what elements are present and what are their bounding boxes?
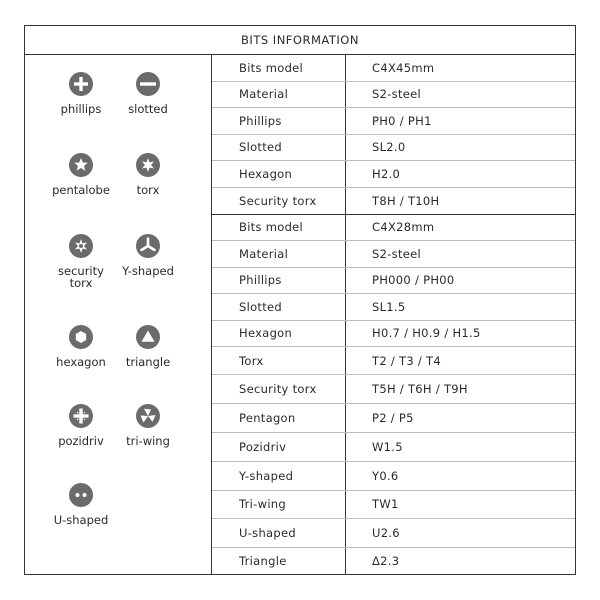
spec-value: C4X45mm (372, 60, 435, 75)
slotted-label: slotted (128, 102, 168, 116)
spec-value: PH000 / PH00 (372, 273, 455, 288)
spec-name: Triangle (212, 548, 346, 575)
security-torx-icon (68, 233, 94, 259)
spec-name: Y-shaped (212, 462, 346, 490)
spec-name: Material (212, 82, 346, 108)
spec-name: Tri-wing (212, 491, 346, 519)
bit-icons-column (25, 55, 212, 574)
u-shaped-label: U-shaped (53, 513, 109, 527)
y-shaped-bit (112, 233, 184, 277)
bits-spec-table (212, 55, 575, 574)
spec-name: Security torx (212, 188, 346, 214)
table-row (212, 347, 575, 375)
table-row (212, 491, 575, 520)
pozidriv-bit (45, 403, 117, 447)
u-shaped-bit (45, 482, 117, 526)
spec-name: Bits model (212, 215, 346, 241)
spec-value: PH0 / PH1 (372, 113, 432, 128)
spec-value: H2.0 (372, 166, 401, 181)
spec-value: Y0.6 (372, 468, 399, 483)
bits-information-panel (24, 25, 576, 575)
table-row (212, 519, 575, 548)
security-torx-label: security torx (58, 264, 104, 290)
table-row (212, 82, 575, 109)
pentalobe-icon (68, 152, 94, 178)
tri-wing-icon (135, 403, 161, 429)
table-row (212, 404, 575, 433)
panel-title: BITS INFORMATION (25, 26, 575, 55)
table-row (212, 135, 575, 162)
spec-name: Hexagon (212, 321, 346, 347)
spec-value: W1.5 (372, 440, 403, 454)
triangle-label: triangle (125, 355, 171, 369)
table-row (212, 108, 575, 135)
table-row (212, 161, 575, 188)
tri-wing-bit (112, 403, 184, 447)
spec-value: C4X28mm (372, 220, 435, 235)
pozidriv-label: pozidriv (58, 434, 104, 448)
table-row (212, 268, 575, 295)
hexagon-icon (68, 324, 94, 350)
triangle-bit (112, 324, 184, 368)
table-row (212, 55, 575, 82)
table-row (212, 433, 575, 462)
phillips-icon (68, 71, 94, 97)
table-row (212, 548, 575, 575)
spec-value: T5H / T6H / T9H (372, 382, 468, 396)
spec-value: SL1.5 (372, 299, 406, 314)
table-row (212, 321, 575, 348)
table-row (212, 375, 575, 404)
spec-value: U2.6 (372, 525, 400, 540)
phillips-label: phillips (60, 102, 102, 116)
spec-value: Δ2.3 (372, 553, 400, 568)
spec-value: S2-steel (372, 87, 422, 102)
slotted-bit (112, 71, 184, 115)
table-row (212, 188, 575, 215)
table-row (212, 294, 575, 321)
spec-value: T2 / T3 / T4 (372, 353, 441, 368)
torx-bit (112, 152, 184, 196)
spec-value: TW1 (372, 497, 399, 512)
pentalobe-bit (45, 152, 117, 196)
spec-name: Pentagon (212, 404, 346, 432)
spec-value: P2 / P5 (372, 411, 414, 425)
y-shaped-icon (135, 233, 161, 259)
tri-wing-label: tri-wing (126, 434, 170, 448)
hexagon-bit (45, 324, 117, 368)
spec-value: S2-steel (372, 246, 422, 261)
spec-name: Hexagon (212, 161, 346, 187)
table-row (212, 241, 575, 268)
pozidriv-icon (68, 403, 94, 429)
u-shaped-icon (68, 482, 94, 508)
spec-name: U-shaped (212, 519, 346, 547)
spec-name: Slotted (212, 294, 346, 320)
y-shaped-label: Y-shaped (122, 264, 174, 278)
spec-name: Slotted (212, 135, 346, 161)
pentalobe-label: pentalobe (52, 183, 110, 197)
spec-name: Torx (212, 347, 346, 374)
spec-value: T8H / T10H (372, 193, 440, 208)
phillips-bit (45, 71, 117, 115)
spec-name: Phillips (212, 268, 346, 294)
security-torx-bit (45, 233, 117, 289)
spec-name: Material (212, 241, 346, 267)
spec-name: Bits model (212, 55, 346, 81)
spec-name: Security torx (212, 375, 346, 403)
torx-icon (135, 152, 161, 178)
table-row (212, 462, 575, 491)
table-row (212, 215, 575, 242)
hexagon-label: hexagon (56, 355, 106, 369)
triangle-icon (135, 324, 161, 350)
spec-value: SL2.0 (372, 140, 406, 155)
slotted-icon (135, 71, 161, 97)
spec-name: Pozidriv (212, 433, 346, 461)
spec-name: Phillips (212, 108, 346, 134)
torx-label: torx (136, 183, 160, 197)
spec-value: H0.7 / H0.9 / H1.5 (372, 326, 481, 341)
